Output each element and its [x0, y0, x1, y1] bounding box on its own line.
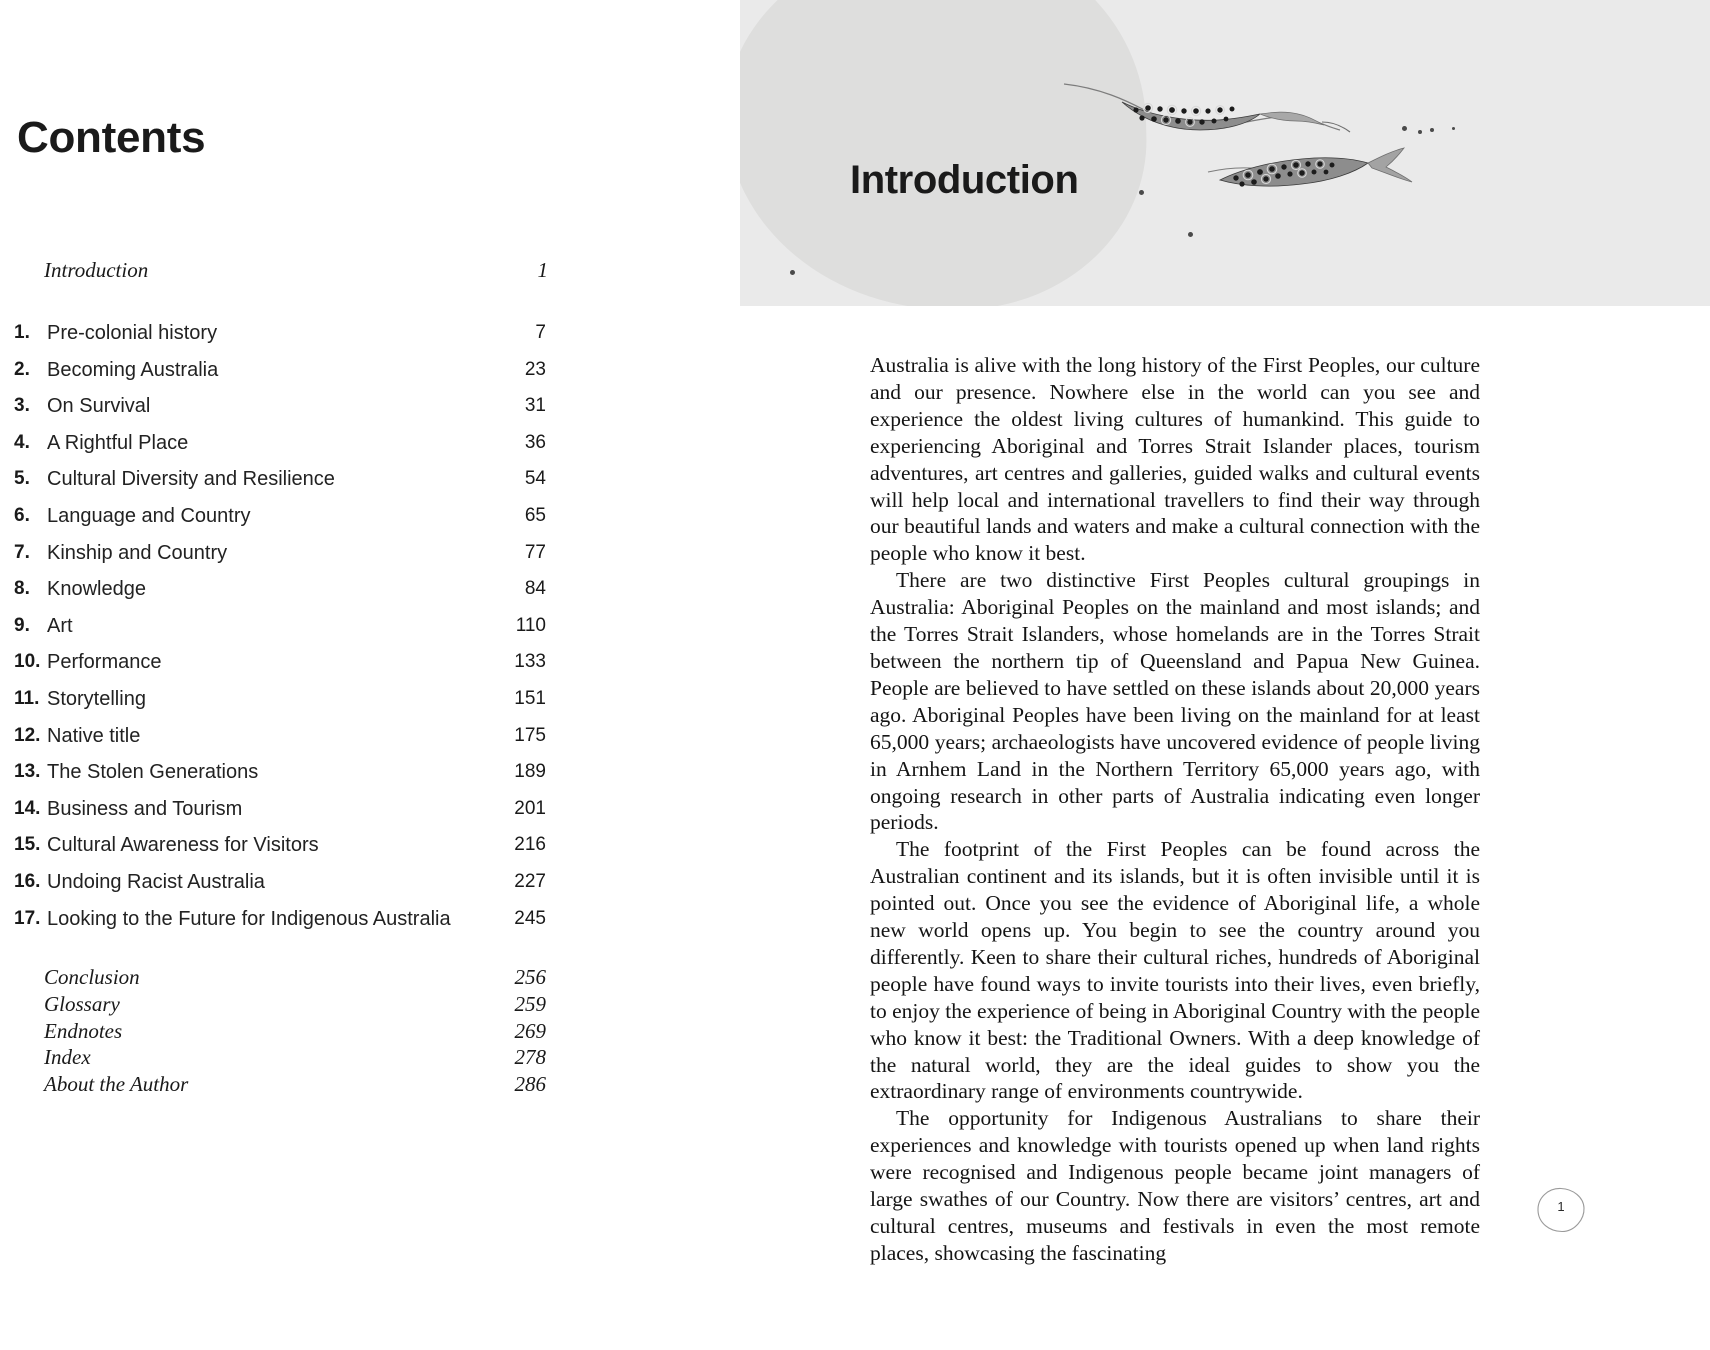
- toc-back-matter-row[interactable]: [0, 1072, 560, 1099]
- chapter-title: Looking to the Future for Indigenous Australia: [47, 907, 451, 930]
- chapter-title: Pre-colonial history: [47, 322, 218, 344]
- page-number-badge: [1535, 1186, 1587, 1234]
- paragraph: There are two distinctive First Peoples cultural groupings in Australia: Aboriginal Peoples on the mainland and most islands; and the Torres Strait Islanders, whose homelands are in the Torres Strait between the northern tip of Queensland and Papua New Guinea. People are believed to have settled on these islands about 20,000 years ago. Aboriginal Peoples have been living on the mainland for at least 65,000 years; archaeologists have uncovered evidence of people living in Arnhem Land in the Northern Territory 65,000 years ago, with ongoing research in other parts of Australia indicating even longer periods.: [870, 568, 1480, 835]
- page-number: 1: [1557, 1199, 1565, 1214]
- decorative-speck: [1452, 127, 1455, 130]
- chapter-title: Becoming Australia: [47, 358, 219, 381]
- toc-chapter-row[interactable]: [0, 761, 560, 798]
- chapter-title: Undoing Racist Australia: [47, 870, 265, 893]
- page-title: Contents: [17, 113, 206, 162]
- back-matter-label: About the Author: [44, 1072, 189, 1097]
- toc-chapter-row[interactable]: [0, 725, 560, 762]
- chapter-page: 54: [524, 468, 546, 490]
- chapter-title: Storytelling: [47, 687, 146, 710]
- table-of-contents: [0, 258, 560, 292]
- toc-chapter-row[interactable]: [0, 322, 560, 359]
- decorative-speck: [1402, 126, 1407, 131]
- chapter-number: 17.: [14, 907, 41, 929]
- toc-chapter-row[interactable]: [0, 798, 560, 835]
- chapter-number: 14.: [14, 797, 41, 819]
- contents-page: [0, 0, 740, 1350]
- toc-chapter-row[interactable]: [0, 505, 560, 542]
- toc-chapter-row[interactable]: [0, 395, 560, 432]
- body-text: [870, 352, 1480, 1267]
- chapter-number: 5.: [14, 468, 30, 490]
- toc-chapter-row[interactable]: [0, 834, 560, 871]
- chapter-page: 110: [515, 614, 546, 636]
- toc-front-matter-page: 1: [537, 258, 548, 282]
- chapter-page: 189: [514, 761, 546, 783]
- decorative-speck: [790, 270, 795, 275]
- back-matter-label: Endnotes: [44, 1018, 123, 1043]
- chapter-list: [0, 322, 560, 944]
- chapter-page: 151: [514, 687, 546, 709]
- chapter-title: Language and Country: [47, 504, 251, 527]
- toc-back-matter-row[interactable]: [0, 1019, 560, 1046]
- chapter-title: On Survival: [47, 395, 151, 418]
- chapter-number: 9.: [14, 614, 30, 636]
- decorative-speck: [1418, 130, 1422, 134]
- back-matter-label: Glossary: [44, 991, 120, 1016]
- chapter-number: 15.: [14, 834, 41, 856]
- chapter-number: 13.: [14, 761, 41, 783]
- toc-chapter-row[interactable]: [0, 871, 560, 908]
- back-matter-list: [0, 965, 560, 1099]
- toc-back-matter-row[interactable]: [0, 1045, 560, 1072]
- chapter-number: 1.: [14, 322, 30, 343]
- paragraph: The footprint of the First Peoples can be found across the Australian continent and its islands, but it is often invisible until it is pointed out. Once you see the evidence of Aboriginal life, a whole new world opens up. You begin to see the country around you differently. Keen to share their cultural riches, hundreds of Aboriginal people have found ways to invite tourists into their lives, even briefly, to enjoy the experience of being in Aboriginal Country with the people who know it best: the Traditional Owners. With a deep knowledge of the natural world, they are the ideal guides to show you the extraordinary range of environments countrywide.: [870, 837, 1480, 1104]
- chapter-number: 12.: [14, 724, 41, 746]
- chapter-title: Cultural Awareness for Visitors: [47, 834, 319, 857]
- chapter-title: Native title: [47, 724, 141, 747]
- toc-chapter-row[interactable]: [0, 468, 560, 505]
- chapter-page: 175: [514, 724, 546, 746]
- decorative-speck: [1139, 190, 1144, 195]
- chapter-number: 3.: [14, 395, 30, 417]
- chapter-title: Kinship and Country: [47, 541, 228, 564]
- chapter-title: Performance: [47, 651, 162, 674]
- paragraph: Australia is alive with the long history of the First Peoples, our culture and our presence. Nowhere else in the world can you see and experience the oldest living cultures of humankind. This guide to experiencing Aboriginal and Torres Strait Islander places, tourism adventures, art centres and galleries, guided walks and cultural events will help local and international travellers to find their way through our beautiful lands and waters and make a cultural connection with the people who know it best.: [870, 353, 1480, 566]
- chapter-number: 11.: [14, 687, 40, 709]
- chapter-title: Introduction: [850, 158, 1079, 202]
- paragraph: The opportunity for Indigenous Australians to share their experiences and knowledge with tourists opened up when land rights were recognised and Indigenous people became joint managers of large swathes of our Country. Now there are visitors’ centres, art and cultural centres, museums and festivals in even the most remote places, showcasing the fascinating: [870, 1106, 1480, 1265]
- chapter-page: 133: [514, 651, 546, 673]
- banksia-seed-pod-icon: [1202, 140, 1462, 220]
- chapter-number: 16.: [14, 870, 41, 892]
- chapter-number: 2.: [14, 358, 30, 380]
- chapter-title: Cultural Diversity and Resilience: [47, 468, 335, 491]
- back-matter-label: Index: [44, 1045, 91, 1070]
- toc-chapter-row[interactable]: [0, 651, 560, 688]
- banksia-seed-pod-icon: [1060, 78, 1360, 148]
- chapter-page: 7: [535, 322, 546, 343]
- chapter-page: 245: [514, 907, 546, 929]
- toc-chapter-row[interactable]: [0, 615, 560, 652]
- chapter-number: 10.: [14, 651, 41, 673]
- decorative-blob-shape: [740, 0, 1150, 306]
- back-matter-page: 259: [514, 991, 546, 1016]
- chapter-number: 7.: [14, 541, 30, 563]
- toc-chapter-row[interactable]: [0, 432, 560, 469]
- toc-chapter-row[interactable]: [0, 908, 560, 945]
- back-matter-page: 278: [514, 1045, 546, 1070]
- decorative-speck: [1430, 128, 1434, 132]
- chapter-page: 77: [524, 541, 546, 563]
- toc-back-matter-row[interactable]: [0, 992, 560, 1019]
- chapter-page: 84: [524, 578, 546, 600]
- chapter-page: 65: [524, 504, 546, 526]
- toc-chapter-row[interactable]: [0, 578, 560, 615]
- back-matter-page: 256: [514, 965, 546, 989]
- chapter-header-band: [740, 0, 1710, 306]
- chapter-title: Knowledge: [47, 578, 146, 601]
- introduction-page: [740, 0, 1710, 1350]
- chapter-title: Art: [47, 614, 73, 637]
- chapter-page: 201: [514, 797, 546, 819]
- toc-back-matter-row[interactable]: [0, 965, 560, 992]
- toc-chapter-row[interactable]: [0, 359, 560, 396]
- back-matter-page: 286: [514, 1072, 546, 1097]
- chapter-number: 4.: [14, 431, 30, 453]
- back-matter-page: 269: [514, 1018, 546, 1043]
- toc-chapter-row[interactable]: [0, 542, 560, 579]
- chapter-page: 227: [514, 870, 546, 892]
- toc-front-matter-row[interactable]: [44, 258, 548, 292]
- chapter-number: 6.: [14, 504, 30, 526]
- chapter-page: 31: [524, 395, 546, 417]
- decorative-speck: [1188, 232, 1193, 237]
- chapter-title: The Stolen Generations: [47, 761, 259, 784]
- chapter-page: 36: [524, 431, 546, 453]
- chapter-title: A Rightful Place: [47, 431, 189, 454]
- chapter-number: 8.: [14, 578, 30, 600]
- chapter-page: 23: [524, 358, 546, 380]
- back-matter-label: Conclusion: [44, 965, 140, 989]
- chapter-title: Business and Tourism: [47, 797, 243, 820]
- toc-chapter-row[interactable]: [0, 688, 560, 725]
- toc-front-matter-label: Introduction: [44, 258, 149, 282]
- chapter-page: 216: [514, 834, 546, 856]
